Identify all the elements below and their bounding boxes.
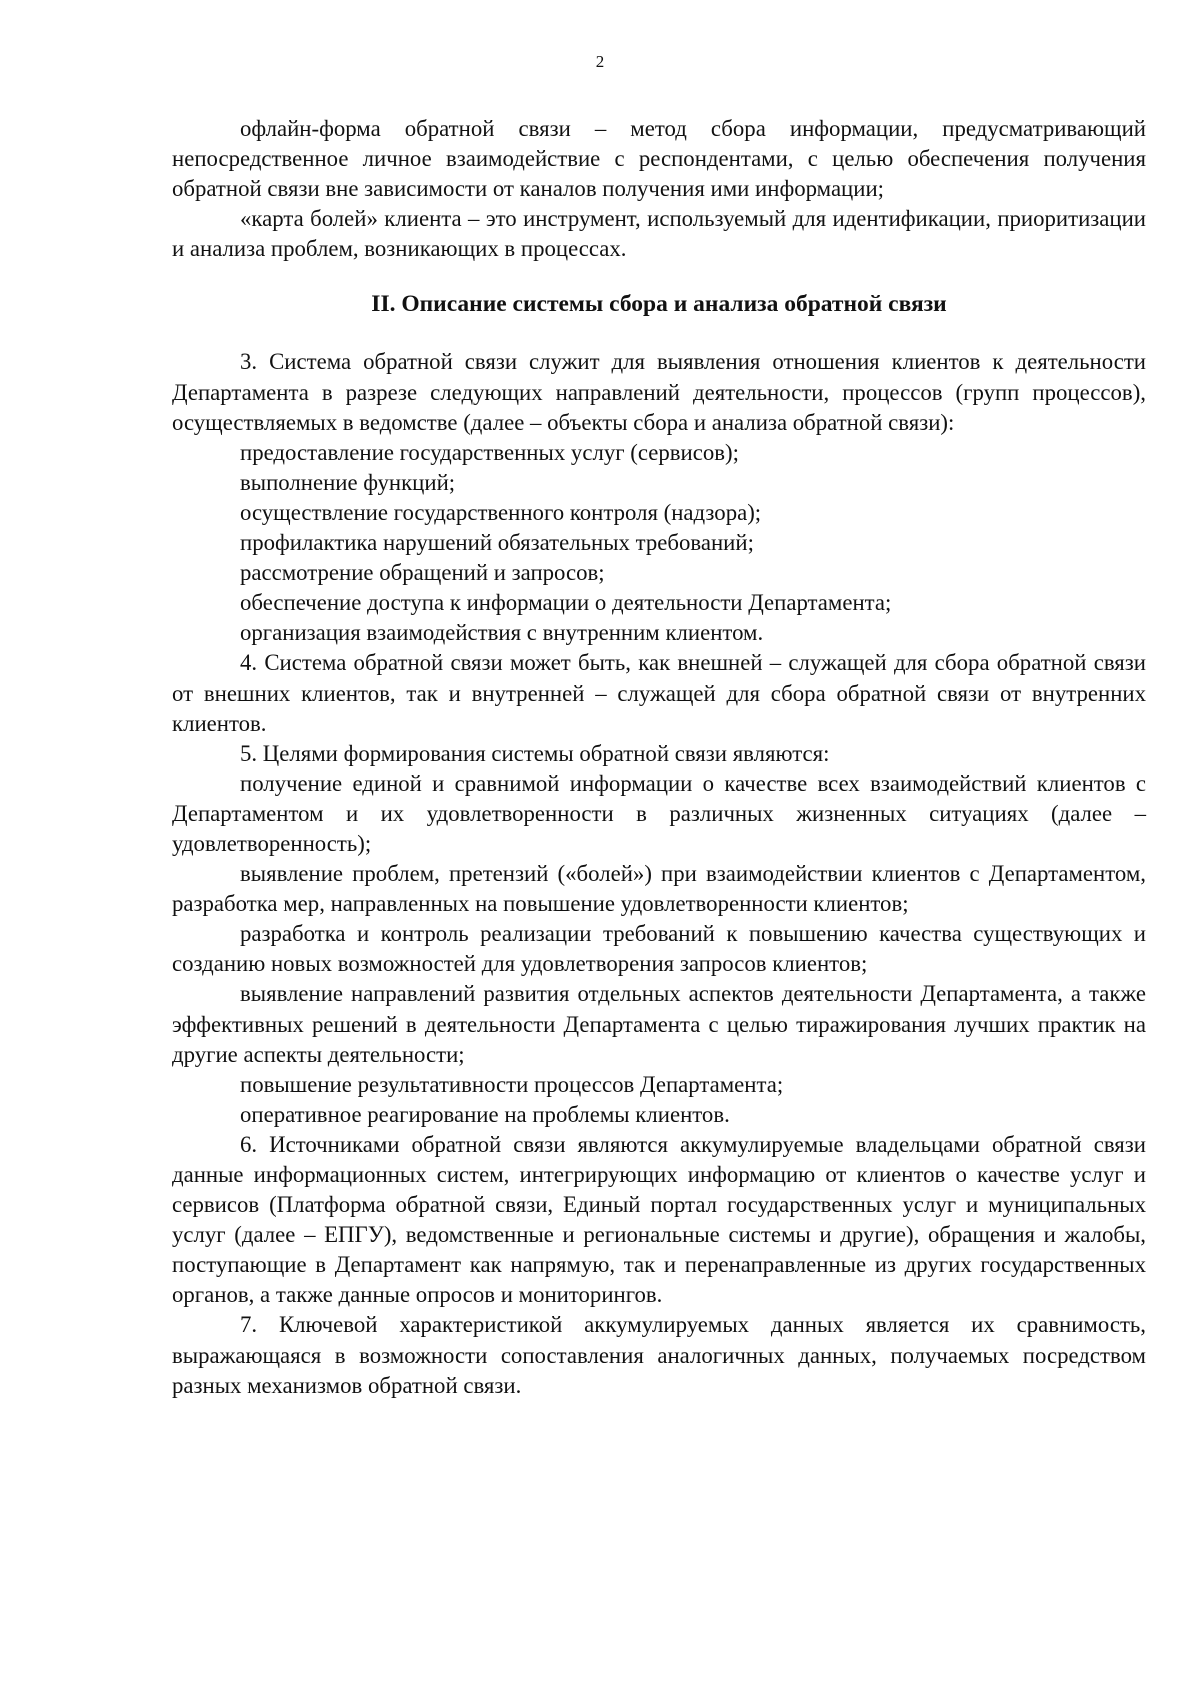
paragraph: «карта болей» клиента – это инструмент, используемый для идентификации, приоритизации и анализа проблем, возникающих в процессах. — [172, 206, 1146, 262]
document-body — [172, 114, 1146, 1401]
list-item: оперативное реагирование на проблемы клиентов. — [240, 1101, 730, 1127]
list-item: предоставление государственных услуг (сервисов); — [240, 439, 739, 465]
paragraph: 4. Система обратной связи может быть, как внешней – служащей для сбора обратной связи от внешних клиентов, так и внутренней – служащей для сбора обратной связи от внутренних клиентов. — [172, 650, 1146, 736]
list-item: выявление проблем, претензий («болей») при взаимодействии клиентов с Департаментом, разработка мер, направленных на повышение удовлетворенности клиентов; — [172, 861, 1146, 917]
list-item: выявление направлений развития отдельных аспектов деятельности Департамента, а также эффективных решений в деятельности Департамента с целью тиражирования лучших практик на другие аспекты деятельности; — [172, 981, 1146, 1067]
paragraph: 3. Система обратной связи служит для выявления отношения клиентов к деятельности Департамента в разрезе следующих направлений деятельности, процессов (групп процессов), осуществляемых в ведомстве (далее – объекты сбора и анализа обратной связи): — [172, 349, 1146, 435]
list-item: выполнение функций; — [240, 469, 456, 495]
paragraph: 5. Целями формирования системы обратной связи являются: — [240, 740, 830, 766]
list-item: обеспечение доступа к информации о деятельности Департамента; — [240, 590, 892, 616]
list-item: рассмотрение обращений и запросов; — [240, 560, 605, 586]
paragraph: 6. Источниками обратной связи являются аккумулируемые владельцами обратной связи данные информационных систем, интегрирующих информацию от клиентов о качестве услуг и сервисов (Платформа обратной связи, Единый портал государственных услуг и муниципальных услуг (далее – ЕПГУ), ведомственные и региональные системы и другие), обращения и жалобы, поступающие в Департамент как напрямую, так и перенаправленные из других государственных органов, а также данные опросов и мониторингов. — [172, 1131, 1146, 1308]
list-item: повышение результативности процессов Департамента; — [240, 1071, 784, 1097]
paragraph: офлайн-форма обратной связи – метод сбора информации, предусматривающий непосредственное личное взаимодействие с респондентами, с целью обеспечения получения обратной связи вне зависимости от каналов получения ими информации; — [172, 116, 1146, 202]
paragraph: 7. Ключевой характеристикой аккумулируемых данных является их сравнимость, выражающаяся в возможности сопоставления аналогичных данных, получаемых посредством разных механизмов обратной связи. — [172, 1312, 1146, 1398]
page-number: 2 — [595, 52, 605, 71]
list-item: профилактика нарушений обязательных требований; — [240, 530, 754, 556]
list-item: организация взаимодействия с внутренним клиентом. — [240, 620, 764, 646]
section-heading: II. Описание системы сбора и анализа обратной связи — [371, 291, 947, 318]
list-item: разработка и контроль реализации требований к повышению качества существующих и созданию новых возможностей для удовлетворения запросов клиентов; — [172, 921, 1146, 977]
list-item: получение единой и сравнимой информации о качестве всех взаимодействий клиентов с Департаментом и их удовлетворенности в различных жизненных ситуациях (далее – удовлетворенность); — [172, 770, 1146, 856]
list-item: осуществление государственного контроля (надзора); — [240, 499, 762, 525]
